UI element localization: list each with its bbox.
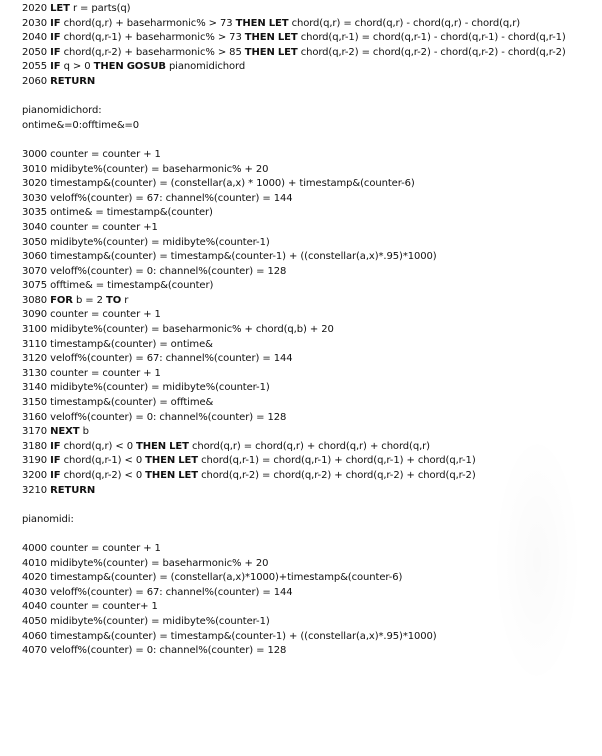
code-line: 3210 RETURN [22, 484, 96, 496]
code-line: 4050 midibyte%(counter) = midibyte%(counter-1) [22, 615, 270, 627]
code-line: 3090 counter = counter + 1 [22, 309, 161, 321]
code-line: 3040 counter = counter +1 [22, 221, 158, 233]
code-line: 3180 IF chord(q,r) < 0 THEN LET chord(q,r) = chord(q,r) + chord(q,r) + chord(q,r) [22, 440, 430, 452]
code-line: 3060 timestamp&(counter) = timestamp&(counter-1) + ((constellar(a,x)*.95)*1000) [22, 251, 437, 263]
code-line: 4030 veloff%(counter) = 67: channel%(counter) = 144 [22, 586, 293, 598]
code-line: pianomidichord: [22, 105, 102, 117]
keyword: LET [178, 455, 198, 467]
keyword: THEN [145, 455, 176, 467]
code-line: 3120 veloff%(counter) = 67: channel%(counter) = 144 [22, 353, 293, 365]
blank-line [22, 90, 594, 105]
code-line: 3200 IF chord(q,r-2) < 0 THEN LET chord(q,r-2) = chord(q,r-2) + chord(q,r-2) + chord(q,r-2) [22, 470, 476, 481]
code-line: 2050 IF chord(q,r-2) + baseharmonic% > 85 THEN LET chord(q,r-2) = chord(q,r-2) - chord(q,r-2) - chord(q,r-2) [22, 46, 566, 58]
keyword: LET [277, 46, 298, 58]
code-line: 4070 veloff%(counter) = 0: channel%(counter) = 128 [22, 645, 287, 657]
keyword: LET [169, 440, 189, 452]
keyword: IF [50, 61, 61, 73]
code-line: 2030 IF chord(q,r) + baseharmonic% > 73 THEN LET chord(q,r) = chord(q,r) - chord(q,r) - chord(q,r) [22, 17, 521, 29]
code-line: 4060 timestamp&(counter) = timestamp&(counter-1) + ((constellar(a,x)*.95)*1000) [22, 630, 437, 642]
code-line: 3020 timestamp&(counter) = (constellar(a,x) * 1000) + timestamp&(counter-6) [22, 178, 415, 190]
code-line: 3100 midibyte%(counter) = baseharmonic% + chord(q,b) + 20 [22, 324, 334, 336]
code-line: 3070 veloff%(counter) = 0: channel%(counter) = 128 [22, 265, 287, 277]
code-line: 3010 midibyte%(counter) = baseharmonic% + 20 [22, 163, 269, 175]
blank-line [22, 133, 594, 148]
code-line: 3075 offtime& = timestamp&(counter) [22, 280, 214, 292]
keyword: IF [50, 46, 61, 58]
keyword: THEN [93, 61, 124, 73]
keyword: IF [50, 32, 61, 44]
code-line: 2020 LET r = parts(q) [22, 3, 131, 14]
code-line: 3130 counter = counter + 1 [22, 367, 161, 379]
keyword: LET [50, 3, 70, 14]
code-line: pianomidi: [22, 513, 74, 525]
code-line: 3050 midibyte%(counter) = midibyte%(counter-1) [22, 236, 270, 248]
paper-texture [492, 430, 582, 690]
code-line: ontime&=0:offtime&=0 [22, 119, 140, 131]
code-line: 2060 RETURN [22, 75, 96, 87]
keyword: LET [178, 470, 198, 481]
code-line: 3000 counter = counter + 1 [22, 148, 161, 160]
keyword: GOSUB [126, 61, 166, 73]
code-line: 3110 timestamp&(counter) = ontime& [22, 338, 213, 350]
code-line: 3170 NEXT b [22, 426, 89, 438]
keyword: IF [50, 17, 61, 29]
keyword: RETURN [50, 484, 96, 496]
keyword: THEN [136, 440, 167, 452]
keyword: THEN [244, 32, 275, 44]
code-line: 4010 midibyte%(counter) = baseharmonic% + 20 [22, 557, 269, 569]
keyword: TO [105, 294, 122, 306]
keyword: LET [268, 17, 289, 29]
keyword: THEN [235, 17, 266, 29]
keyword: IF [50, 440, 61, 452]
code-line: 2040 IF chord(q,r-1) + baseharmonic% > 73 THEN LET chord(q,r-1) = chord(q,r-1) - chord(q,r-1) - chord(q,r-1) [22, 32, 566, 44]
code-line: 2055 IF q > 0 THEN GOSUB pianomidichord [22, 61, 246, 73]
code-line: 4020 timestamp&(counter) = (constellar(a,x)*1000)+timestamp&(counter-6) [22, 572, 403, 584]
code-line: 3190 IF chord(q,r-1) < 0 THEN LET chord(q,r-1) = chord(q,r-1) + chord(q,r-1) + chord(q,r-1) [22, 455, 476, 467]
keyword: IF [50, 455, 61, 467]
keyword: THEN [145, 470, 176, 481]
keyword: LET [277, 32, 298, 44]
keyword: NEXT [50, 426, 80, 438]
code-line: 4000 counter = counter + 1 [22, 542, 161, 554]
keyword: THEN [244, 46, 275, 58]
code-line: 3140 midibyte%(counter) = midibyte%(counter-1) [22, 382, 270, 394]
code-line: 3160 veloff%(counter) = 0: channel%(counter) = 128 [22, 411, 287, 423]
code-line: 3030 veloff%(counter) = 67: channel%(counter) = 144 [22, 192, 293, 204]
keyword: IF [50, 470, 61, 481]
code-line: 4040 counter = counter+ 1 [22, 601, 158, 613]
code-line: 3080 FOR b = 2 TO r [22, 294, 129, 306]
code-line: 3035 ontime& = timestamp&(counter) [22, 207, 213, 219]
code-line: 3150 timestamp&(counter) = offtime& [22, 397, 214, 409]
keyword: RETURN [50, 75, 96, 87]
keyword: FOR [50, 294, 73, 306]
